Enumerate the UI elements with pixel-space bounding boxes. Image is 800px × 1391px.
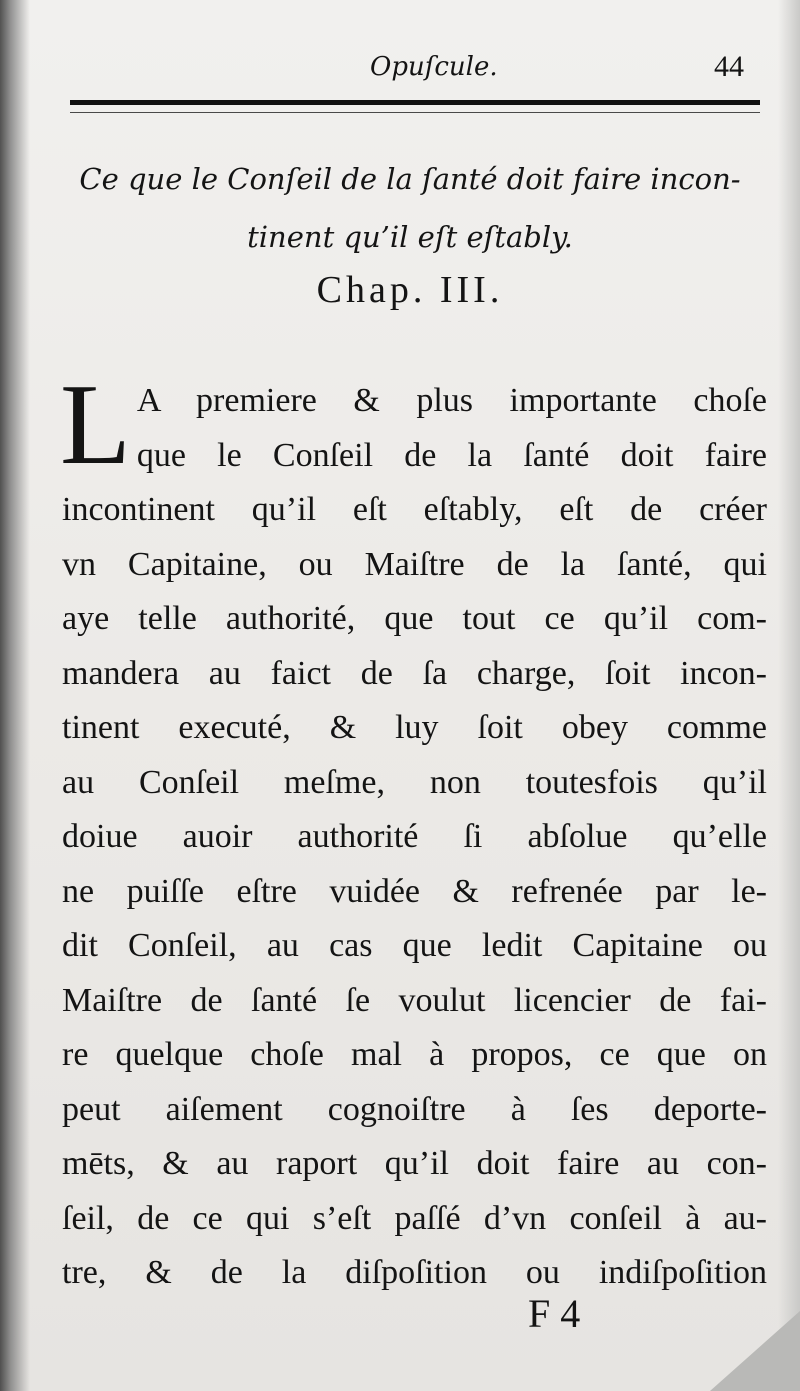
text-line: Maiſtre de ſanté ſe voulut licencier de fai- [62, 981, 767, 1019]
body-text [60, 361, 767, 1301]
text-line: doiue auoir authorité ſi abſolue qu’elle [62, 818, 767, 855]
header-rule-thick [70, 100, 760, 105]
chapter-title-line-1: Ce que le Conſeil de la ſanté doit faire incon- [79, 162, 741, 196]
page-edge-shadow [0, 0, 30, 1391]
chapter-title [60, 150, 760, 266]
text-line: au Conſeil meſme, non toutesfois qu’il [62, 763, 767, 801]
chapter-title-line-2: tinent qu’il eſt eſtably. [247, 220, 573, 254]
text-line: tre, & de la diſpoſition ou indiſpoſition [62, 1254, 767, 1291]
text-line: tinent executé, & luy ſoit obey comme [62, 709, 767, 746]
page-right-edge [778, 0, 800, 1391]
text-line: que le Conſeil de la ſanté doit faire [136, 436, 767, 474]
text-line: ſeil, de ce qui s’eſt paſſé d’vn conſeil à au- [62, 1199, 767, 1237]
drop-cap-initial: L [60, 361, 131, 489]
text-line: peut aiſement cognoiſtre à ſes deporte- [62, 1090, 767, 1128]
text-line: re quelque choſe mal à propos, ce que on [62, 1036, 767, 1073]
text-line: vn Capitaine, ou Maiſtre de la ſanté, qui [62, 545, 767, 583]
signature-mark: F 4 [528, 1291, 581, 1336]
text-line: mandera au faict de ſa charge, ſoit incon- [62, 654, 767, 692]
text-line: mēts, & au raport qu’il doit faire au con- [62, 1145, 767, 1182]
page-corner-fold [710, 1311, 800, 1391]
chapter-number: Chap. III. [316, 269, 504, 311]
text-line: ne puiſſe eſtre vuidée & refrenée par le- [62, 872, 767, 910]
text-line: incontinent qu’il eſt eſtably, eſt de créer [62, 491, 767, 528]
text-line: aye telle authorité, que tout ce qu’il com- [62, 600, 767, 637]
page-number: 44 [714, 50, 744, 83]
text-line: dit Conſeil, au cas que ledit Capitaine ou [62, 927, 767, 964]
header-rule-thin [70, 112, 760, 113]
text-line: A premiere & plus importante choſe [136, 382, 767, 419]
running-head: Opuſcule. [370, 52, 498, 82]
